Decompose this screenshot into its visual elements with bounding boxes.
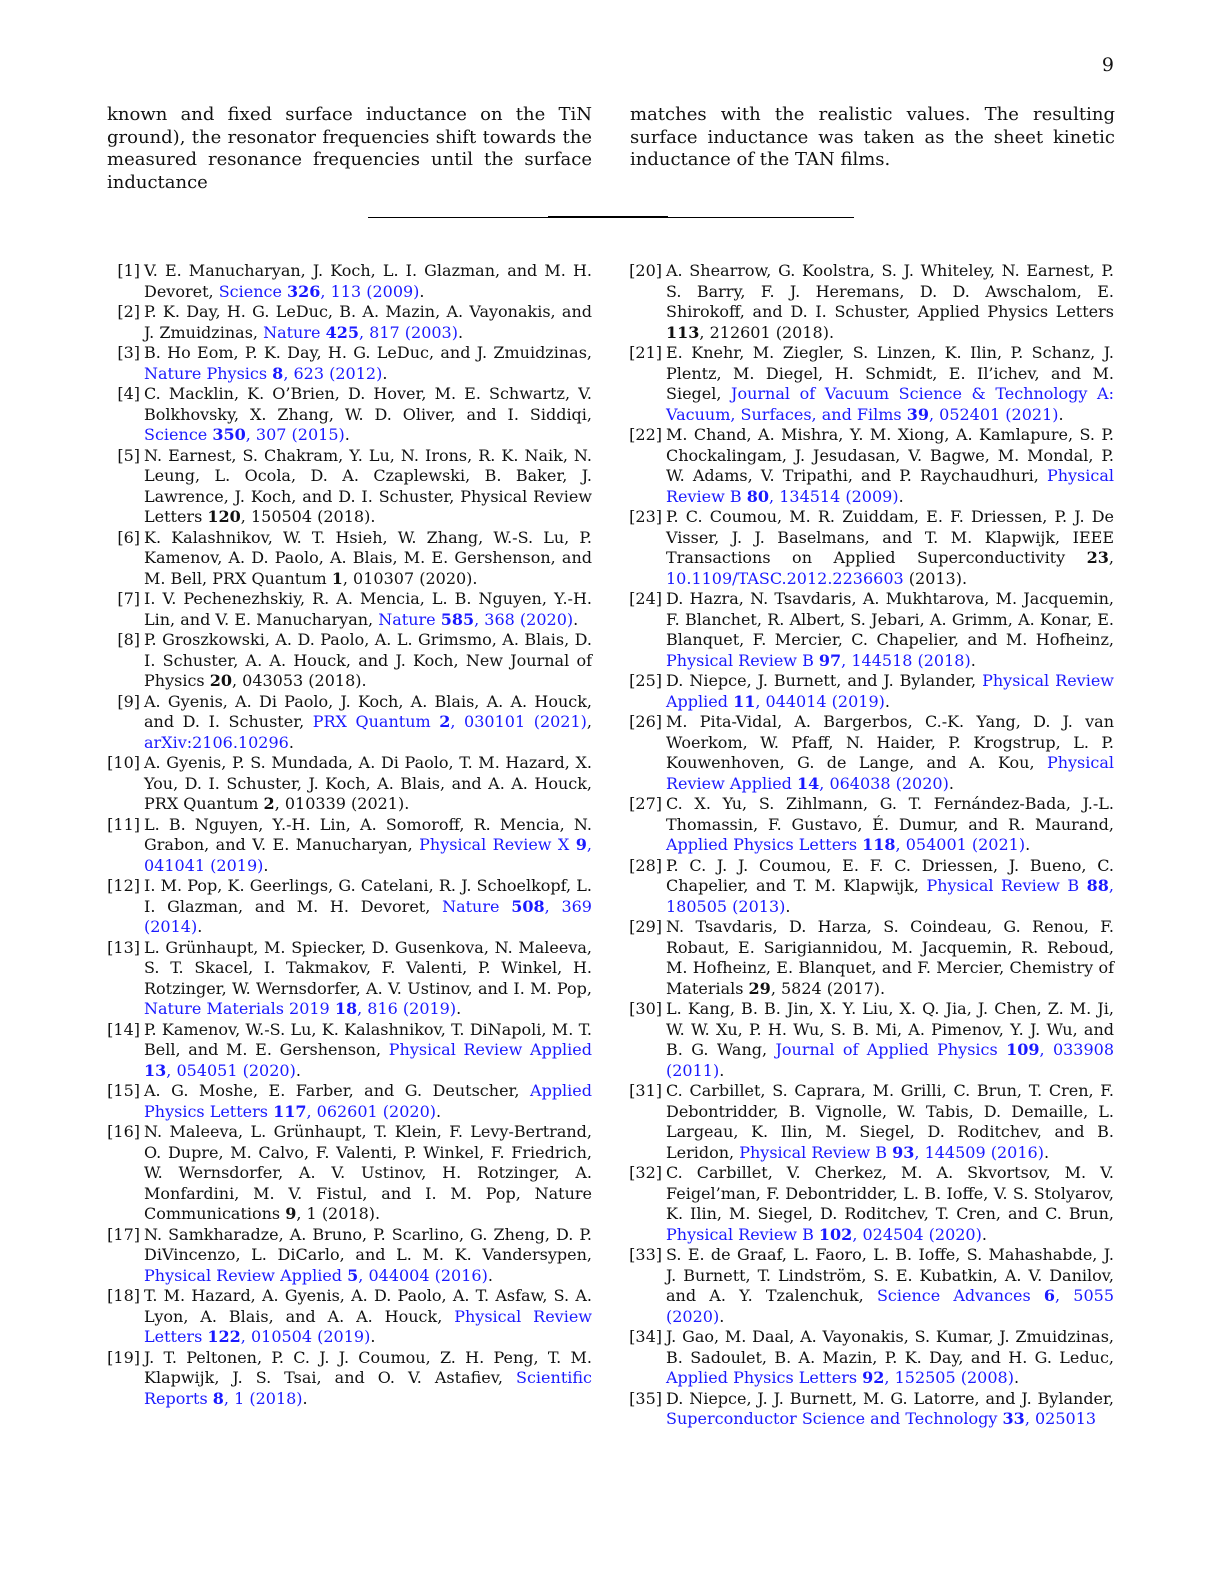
reference-item (104, 692, 592, 754)
reference-text (144, 630, 592, 692)
reference-text-segment: . (295, 1060, 301, 1080)
reference-text (666, 1389, 1114, 1430)
reference-link[interactable]: Science (218, 281, 288, 301)
reference-text-segment: , 212601 (2018). (699, 322, 835, 342)
reference-text (144, 1348, 592, 1410)
reference-number: [31] (629, 1081, 662, 1100)
reference-text-segment: , 5824 (2017). (770, 978, 886, 998)
reference-link[interactable]: 117 (273, 1101, 307, 1121)
reference-text (144, 343, 592, 384)
reference-link[interactable]: 18 (334, 999, 358, 1018)
reference-text-segment: 2 (263, 794, 275, 813)
reference-link[interactable]: 350 (212, 425, 246, 444)
reference-item (104, 261, 592, 302)
reference-link[interactable]: Nature (378, 609, 441, 629)
reference-text-segment: L. Kang, B. B. Jin, X. Y. Liu, X. Q. Jia, J. Chen, Z. M. Ji, W. W. Xu, P. H. Wu, S. B. Mi, A. Pimenov, Y. J. Wu, and B. G. Wang, (666, 999, 1114, 1059)
reference-text-segment: N. Maleeva, L. Grünhaupt, T. Klein, F. Levy-Bertrand, O. Dupre, M. Calvo, F. Valenti, P. Winkel, F. Friedrich, W. Wernsdorfer, A. V. Ustinov, H. Rotzinger, A. Monfardini, M. V. Fistul, and I. M. Pop, Nature Communications (144, 1122, 592, 1223)
reference-item (626, 917, 1114, 999)
reference-item (104, 876, 592, 938)
reference-text (666, 794, 1114, 856)
reference-text-segment: P. C. Coumou, M. R. Zuiddam, E. F. Driessen, P. J. De Visser, J. J. Baselmans, and T. M. Klapwijk, IEEE Transactions on Applied Superconductivity (666, 507, 1114, 567)
reference-item (626, 261, 1114, 343)
reference-link[interactable]: Applied Physics Letters (666, 835, 863, 854)
reference-link[interactable]: Physical Review B (739, 1142, 893, 1162)
reference-link[interactable]: Physical Review X (419, 835, 576, 854)
reference-link[interactable]: , 623 (2012) (283, 363, 383, 383)
reference-text-segment: B. Ho Eom, P. K. Day, H. G. LeDuc, and J. Zmuidzinas, (144, 343, 592, 362)
reference-item (626, 589, 1114, 671)
reference-item (626, 507, 1114, 589)
reference-link[interactable]: 13 (144, 1060, 167, 1080)
reference-number: [22] (629, 425, 662, 444)
reference-number: [20] (629, 261, 662, 280)
reference-link[interactable]: , 044014 (2019) (755, 691, 885, 711)
reference-text-segment: P. K. Day, H. G. LeDuc, B. A. Mazin, A. Vayonakis, and J. Zmuidzinas, (144, 302, 592, 342)
reference-text-segment: . (344, 425, 350, 444)
reference-text-segment: , 1 (2018). (296, 1204, 381, 1223)
reference-link[interactable]: , 025013 (1024, 1409, 1097, 1428)
reference-text (144, 446, 592, 528)
reference-text (666, 507, 1114, 589)
reference-number: [5] (117, 445, 140, 465)
reference-text-segment: . (302, 1388, 308, 1408)
reference-item (104, 1348, 592, 1410)
page-number: 9 (1101, 54, 1114, 76)
reference-number: [12] (107, 876, 140, 895)
reference-text-segment: , 010307 (2020). (342, 568, 478, 588)
reference-text-segment: 9 (285, 1204, 297, 1223)
reference-text-segment: T. M. Hazard, A. Gyenis, A. D. Paolo, A. T. Asfaw, S. A. Lyon, A. Blais, and A. A. Houck, (144, 1286, 592, 1326)
references-divider-center (548, 216, 668, 218)
reference-link[interactable]: 80 (746, 486, 770, 506)
reference-item (104, 1286, 592, 1348)
reference-text (666, 917, 1114, 999)
reference-text-segment: K. Kalashnikov, W. T. Hsieh, W. Zhang, W.-S. Lu, P. Kamenov, A. D. Paolo, A. Blais, M. E. Gershenson, and M. Bell, PRX Quantum (144, 527, 592, 588)
reference-number: [11] (107, 814, 140, 834)
reference-text (144, 815, 592, 877)
reference-text-segment: M. Chand, A. Mishra, Y. M. Xiong, A. Kamlapure, S. P. Chockalingam, J. Jesudasan, V. Bagwe, M. Mondal, P. W. Adams, V. Tripathi, and P. Raychaudhuri, (666, 425, 1114, 485)
reference-link[interactable]: Physical Review Applied (144, 1265, 348, 1285)
reference-text-segment: . (456, 999, 462, 1018)
reference-text-segment: . (382, 363, 388, 383)
reference-text-segment: . (898, 486, 904, 506)
reference-number: [32] (629, 1163, 662, 1182)
reference-link[interactable]: , 064038 (2020) (819, 773, 949, 793)
reference-text (144, 528, 592, 590)
reference-text-segment: . (370, 1327, 376, 1346)
reference-text-segment: . (573, 609, 579, 629)
reference-text-segment: . (288, 732, 294, 752)
reference-link[interactable]: , 368 (2020) (474, 609, 574, 629)
reference-text-segment: . (263, 855, 269, 875)
references-section (104, 261, 1114, 1430)
reference-text-segment: I. V. Pechenezhskiy, R. A. Mencia, L. B. Nguyen, Y.-H. Lin, and V. E. Manucharyan, (144, 589, 592, 629)
reference-text-segment: D. Hazra, N. Tsavdaris, A. Mukhtarova, M. Jacquemin, F. Blanchet, R. Albert, S. Jebari, A. Grimm, A. Konar, E. Blanquet, F. Mercier, C. Chapelier, and M. Hofheinz, (666, 589, 1114, 649)
reference-link[interactable]: 8 (212, 1388, 224, 1408)
reference-number: [13] (107, 937, 140, 957)
reference-text-segment: , 043053 (2018). (231, 671, 367, 690)
reference-text-segment: N. Tsavdaris, D. Harza, S. Coindeau, G. Renou, F. Robaut, E. Sarigiannidou, M. Jacquemin, R. Reboud, M. Hofheinz, E. Blanquet, and F. Mercier, Chemistry of Materials (666, 917, 1114, 998)
reference-link[interactable]: 6 (1043, 1286, 1056, 1305)
reference-link[interactable]: Nature Physics (144, 363, 273, 383)
reference-number: [8] (117, 630, 140, 649)
reference-link[interactable]: Physical Review B (926, 876, 1087, 895)
reference-link[interactable]: 2 (439, 712, 451, 731)
reference-link[interactable]: 508 (511, 896, 545, 916)
reference-text-segment: . (1013, 1368, 1020, 1387)
reference-item (104, 1081, 592, 1122)
reference-link[interactable]: Applied Physics Letters (666, 1368, 863, 1387)
reference-link[interactable]: 11 (733, 691, 756, 711)
reference-link[interactable]: , 041041 (2019) (144, 835, 593, 875)
reference-item (626, 712, 1114, 794)
reference-item (104, 343, 592, 384)
reference-item (626, 343, 1114, 425)
reference-link[interactable]: 8 (272, 363, 284, 383)
reference-link[interactable]: , 052401 (2021) (928, 404, 1059, 424)
reference-number: [21] (629, 343, 662, 362)
reference-link[interactable]: , 1 (2018) (223, 1388, 303, 1408)
reference-text-segment: A. Shearrow, G. Koolstra, S. J. Whiteley, N. Earnest, P. S. Barry, F. J. Heremans, D. D. Awschalom, E. Shirokoff, and D. I. Schuster, Applied Physics Letters (666, 261, 1114, 321)
reference-text-segment: . (948, 773, 954, 793)
reference-link[interactable]: Physical Review B (666, 650, 819, 670)
reference-text-segment: , (586, 712, 592, 731)
reference-number: [7] (117, 589, 140, 608)
reference-text (666, 1081, 1114, 1163)
intro-text (107, 104, 1115, 194)
reference-link[interactable]: , 180505 (2013) (666, 876, 1114, 916)
reference-text-segment: 120 (207, 507, 241, 526)
reference-link[interactable]: Nature (263, 322, 326, 342)
reference-text (144, 261, 592, 302)
reference-item (626, 1245, 1114, 1327)
reference-item (104, 384, 592, 446)
reference-text-segment: (2013). (903, 568, 968, 588)
reference-link[interactable]: , 144518 (2018) (841, 650, 971, 670)
reference-link[interactable]: Physical Review Applied (388, 1040, 593, 1059)
reference-link[interactable]: , 054051 (2020) (166, 1060, 296, 1080)
reference-item (626, 794, 1114, 856)
reference-text-segment: 1 (331, 568, 343, 588)
reference-number: [16] (107, 1122, 140, 1141)
reference-number: [34] (629, 1327, 662, 1346)
reference-number: [10] (107, 753, 140, 772)
reference-number: [14] (107, 1019, 140, 1039)
reference-link[interactable]: Journal of Applied Physics (775, 1040, 1007, 1059)
reference-text (144, 1081, 592, 1122)
reference-link[interactable]: 122 (207, 1327, 241, 1346)
reference-link[interactable]: , 024504 (2020) (852, 1224, 982, 1244)
reference-link[interactable]: , 113 (2009) (320, 281, 420, 301)
reference-text (144, 384, 592, 446)
reference-text-segment: C. Carbillet, V. Cherkez, M. A. Skvortsov, M. V. Feigel’man, F. Debontridder, L. B. Ioffe, V. S. Stolyarov, K. Ilin, M. Siegel, D. Roditchev, T. Cren, and C. Brun, (666, 1163, 1114, 1223)
reference-text-segment: N. Samkharadze, A. Bruno, P. Scarlino, G. Zheng, D. P. DiVincenzo, L. DiCarlo, and L. M. K. Vandersypen, (144, 1224, 592, 1264)
reference-text-segment: . (785, 896, 791, 916)
reference-link[interactable]: 10.1109/TASC.2012.2236603 (666, 568, 904, 588)
reference-item (104, 815, 592, 877)
reference-text-segment: 23 (1086, 548, 1109, 567)
reference-item (626, 1327, 1114, 1389)
reference-text (666, 261, 1114, 343)
reference-text (144, 753, 592, 815)
reference-link[interactable]: arXiv:2106.10296 (144, 732, 289, 752)
reference-text (144, 1286, 592, 1348)
reference-link[interactable]: Superconductor Science and Technology (666, 1409, 1003, 1428)
reference-number: [26] (629, 712, 662, 731)
reference-link[interactable]: Science Advances (876, 1286, 1044, 1305)
reference-text-segment: 20 (209, 671, 232, 690)
reference-link[interactable]: Physical Review Letters (144, 1306, 592, 1346)
reference-text (666, 425, 1114, 507)
reference-text-segment: P. C. J. J. Coumou, E. F. C. Driessen, J. Bueno, C. Chapelier, and T. M. Klapwijk, (666, 855, 1114, 895)
reference-link[interactable]: , 144509 (2016) (914, 1142, 1044, 1162)
reference-link[interactable]: 585 (440, 609, 475, 629)
reference-text (666, 343, 1114, 425)
reference-number: [27] (629, 794, 662, 813)
reference-link[interactable]: , 152505 (2008) (884, 1368, 1014, 1387)
reference-number: [29] (629, 917, 662, 936)
reference-item (104, 630, 592, 692)
reference-number: [2] (117, 302, 140, 321)
reference-text-segment: V. E. Manucharyan, J. Koch, L. I. Glazman, and M. H. Devoret, (144, 261, 592, 301)
reference-link[interactable]: , 044004 (2016) (358, 1265, 488, 1285)
reference-link[interactable]: 425 (325, 322, 359, 342)
reference-item (104, 1225, 592, 1287)
reference-link[interactable]: Physical Review B (666, 1224, 819, 1244)
reference-text (666, 589, 1114, 671)
intro-left-column: known and fixed surface inductance on the TiN ground), the resonator frequencies shift towards the measured resonance frequencies until the surface inductance (107, 104, 592, 193)
reference-item (104, 302, 592, 343)
reference-item (626, 856, 1114, 918)
reference-text-segment: L. B. Nguyen, Y.-H. Lin, A. Somoroff, R. Mencia, N. Grabon, and V. E. Manucharyan, (144, 814, 592, 854)
reference-link[interactable]: Physical Review Applied (666, 753, 1114, 793)
reference-text-segment: C. Macklin, K. O’Brien, D. Hover, M. E. Schwartz, V. Bolkhovsky, X. Zhang, W. D. Oliver, and I. Siddiqi, (144, 384, 592, 424)
reference-number: [6] (117, 527, 140, 547)
reference-text-segment: C. Carbillet, S. Caprara, M. Grilli, C. Brun, T. Cren, F. Debontridder, B. Vignolle, W. Tabis, D. Demaille, L. Largeau, K. Ilin, M. Siegel, D. Roditchev, and B. Leridon, (666, 1081, 1114, 1162)
reference-text-segment: J. Gao, M. Daal, A. Vayonakis, S. Kumar, J. Zmuidzinas, B. Sadoulet, B. A. Mazin, P. K. Day, and H. G. Leduc, (666, 1327, 1114, 1367)
reference-text-segment: , 010339 (2021). (274, 794, 410, 813)
reference-text-segment: . (884, 691, 890, 711)
reference-text (666, 999, 1114, 1081)
reference-text-segment: . (487, 1265, 493, 1285)
reference-link[interactable]: , 033908 (2011) (666, 1040, 1115, 1080)
reference-text-segment: 113 (666, 322, 700, 342)
reference-link[interactable]: 33 (1002, 1409, 1025, 1428)
reference-text (144, 589, 592, 630)
reference-text-segment: D. Niepce, J. Burnett, and J. Bylander, (666, 671, 983, 690)
reference-text (144, 1122, 592, 1225)
reference-item (104, 528, 592, 590)
reference-text-segment: . (981, 1224, 987, 1244)
reference-text-segment: . (197, 917, 203, 936)
reference-link[interactable]: 326 (287, 281, 321, 301)
reference-link[interactable]: , 054001 (2021) (895, 835, 1026, 854)
reference-text-segment: . (719, 1306, 725, 1326)
reference-text-segment: . (1025, 835, 1031, 854)
reference-text (666, 1327, 1114, 1389)
references-left-column (104, 261, 592, 1430)
references-right-column (626, 261, 1114, 1430)
reference-text (144, 1020, 592, 1082)
reference-link[interactable]: 93 (892, 1142, 915, 1162)
reference-text (144, 938, 592, 1020)
reference-link[interactable]: PRX Quantum (312, 712, 440, 731)
reference-link[interactable]: 5 (347, 1265, 359, 1285)
reference-text-segment: L. Grünhaupt, M. Spiecker, D. Gusenkova, N. Maleeva, S. T. Skacel, I. Takmakov, F. Valenti, P. Winkel, H. Rotzinger, W. Wernsdorfer, A. V. Ustinov, and I. M. Pop, (144, 937, 592, 998)
reference-text (666, 1163, 1114, 1245)
reference-number: [9] (117, 691, 140, 711)
reference-link[interactable]: Scientific Reports (144, 1368, 592, 1408)
reference-item (104, 753, 592, 815)
reference-number: [15] (107, 1081, 140, 1100)
reference-link[interactable]: 14 (797, 773, 820, 793)
reference-number: [18] (107, 1286, 140, 1305)
reference-link[interactable]: 88 (1086, 876, 1109, 895)
reference-text (144, 1225, 592, 1287)
reference-link[interactable]: , 817 (2003) (358, 322, 458, 342)
reference-text (666, 1245, 1114, 1327)
reference-text-segment: A. Gyenis, P. S. Mundada, A. Di Paolo, T. M. Hazard, X. You, D. I. Schuster, J. Koch, A. Blais, and A. A. Houck, PRX Quantum (144, 753, 592, 813)
reference-item (104, 446, 592, 528)
reference-item (626, 1389, 1114, 1430)
reference-link[interactable]: , 816 (2019) (357, 999, 457, 1018)
reference-text-segment: , (1108, 548, 1114, 567)
reference-text-segment: P. Groszkowski, A. D. Paolo, A. L. Grimsmo, A. Blais, D. I. Schuster, A. A. Houck, and J. Koch, New Journal of Physics (144, 630, 592, 690)
reference-text-segment: . (419, 281, 425, 301)
reference-text-segment: . (457, 322, 464, 342)
reference-text-segment: . (970, 650, 976, 670)
reference-text-segment: P. Kamenov, W.-S. Lu, K. Kalashnikov, T. DiNapoli, M. T. Bell, and M. E. Gershenson, (144, 1019, 592, 1059)
reference-text-segment: . (436, 1101, 442, 1121)
reference-number: [28] (629, 855, 662, 875)
reference-text-segment: E. Knehr, M. Ziegler, S. Linzen, K. Ilin, P. Schanz, J. Plentz, M. Diegel, H. Schmidt, E. Il’ichev, and M. Siegel, (666, 343, 1114, 403)
reference-link[interactable]: 97 (818, 650, 842, 670)
reference-text-segment: D. Niepce, J. J. Burnett, M. G. Latorre, and J. Bylander, (666, 1388, 1114, 1408)
reference-text (666, 671, 1114, 712)
reference-number: [30] (629, 999, 662, 1018)
reference-text-segment: . (1058, 404, 1064, 424)
reference-text (666, 856, 1114, 918)
reference-text-segment: I. M. Pop, K. Geerlings, G. Catelani, R. J. Schoelkopf, L. I. Glazman, and M. H. Devoret, (144, 876, 592, 916)
reference-text-segment: . (1043, 1142, 1050, 1162)
reference-link[interactable]: 92 (862, 1368, 885, 1387)
reference-item (626, 999, 1114, 1081)
reference-item (104, 1020, 592, 1082)
reference-link[interactable]: Physical Review B (666, 466, 1114, 506)
reference-link[interactable]: Applied Physics Letters (144, 1081, 592, 1121)
reference-link[interactable]: 118 (862, 835, 896, 854)
reference-link[interactable]: 102 (818, 1224, 853, 1244)
reference-link[interactable]: , 134514 (2009) (769, 486, 899, 506)
reference-item (626, 1163, 1114, 1245)
reference-text-segment: C. X. Yu, S. Zihlmann, G. T. Fernández-Bada, J.-L. Thomassin, F. Gustavo, É. Dumur, and R. Maurand, (666, 794, 1114, 834)
reference-text-segment: J. T. Peltonen, P. C. J. J. Coumou, Z. H. Peng, T. M. Klapwijk, J. S. Tsai, and O. V. Astafiev, (144, 1347, 592, 1387)
reference-item (626, 1081, 1114, 1163)
reference-link[interactable]: , 010504 (2019) (240, 1327, 371, 1346)
reference-text (144, 692, 592, 754)
reference-number: [3] (117, 343, 140, 362)
reference-text (144, 876, 592, 938)
reference-link[interactable]: Nature (442, 896, 512, 916)
reference-text-segment: A. Gyenis, A. Di Paolo, J. Koch, A. Blais, A. A. Houck, and D. I. Schuster, (144, 691, 592, 731)
reference-item (626, 671, 1114, 712)
reference-link[interactable]: Physical Review Applied (666, 671, 1114, 711)
reference-link[interactable]: , 5055 (2020) (666, 1286, 1115, 1326)
reference-text-segment: A. G. Moshe, E. Farber, and G. Deutscher, (144, 1081, 531, 1100)
reference-number: [23] (629, 507, 662, 526)
reference-number: [17] (107, 1224, 140, 1244)
reference-link[interactable]: Nature Materials 2019 (144, 999, 335, 1018)
reference-text-segment: , 150504 (2018). (240, 507, 376, 526)
reference-number: [33] (629, 1245, 662, 1264)
reference-link[interactable]: , 062601 (2020) (306, 1101, 437, 1121)
reference-item (104, 1122, 592, 1225)
reference-text-segment: S. E. de Graaf, L. Faoro, L. B. Ioffe, S. Mahashabde, J. J. Burnett, T. Lindström, S. E. Kubatkin, A. V. Danilov, and A. Y. Tzalenchuk, (666, 1245, 1114, 1305)
reference-text-segment: M. Pita-Vidal, A. Bargerbos, C.-K. Yang, D. J. van Woerkom, W. Pfaff, N. Haider, P. Krogstrup, L. P. Kouwenhoven, G. de Lange, and A. Kou, (666, 712, 1114, 772)
reference-number: [35] (629, 1388, 662, 1408)
reference-link[interactable]: 109 (1006, 1040, 1040, 1059)
intro-right-column: matches with the realistic values. The resulting surface inductance was taken as the sheet kinetic inductance of the TAN films. (630, 104, 1115, 170)
reference-text-segment: 29 (748, 978, 771, 998)
reference-text (666, 712, 1114, 794)
reference-link[interactable]: 39 (906, 404, 929, 424)
reference-text-segment: N. Earnest, S. Chakram, Y. Lu, N. Irons, R. K. Naik, N. Leung, L. Ocola, D. A. Czaplewski, B. Baker, J. Lawrence, J. Koch, and D. I. Schuster, Physical Review Letters (144, 445, 592, 526)
reference-text-segment: . (719, 1060, 725, 1080)
reference-link[interactable]: Journal of Vacuum Science & Technology A: Vacuum, Surfaces, and Films (666, 384, 1114, 424)
reference-link[interactable]: , 307 (2015) (245, 425, 345, 444)
reference-link[interactable]: Science (144, 425, 213, 444)
reference-link[interactable]: , 369 (2014) (144, 896, 592, 936)
reference-item (104, 938, 592, 1020)
reference-number: [4] (117, 384, 140, 403)
reference-item (104, 589, 592, 630)
reference-link[interactable]: , 030101 (2021) (450, 712, 587, 731)
reference-item (626, 425, 1114, 507)
reference-text (144, 302, 592, 343)
reference-number: [1] (117, 261, 140, 280)
reference-number: [19] (107, 1347, 140, 1367)
reference-link[interactable]: 9 (575, 835, 587, 854)
reference-number: [25] (629, 671, 662, 690)
reference-number: [24] (629, 589, 662, 608)
